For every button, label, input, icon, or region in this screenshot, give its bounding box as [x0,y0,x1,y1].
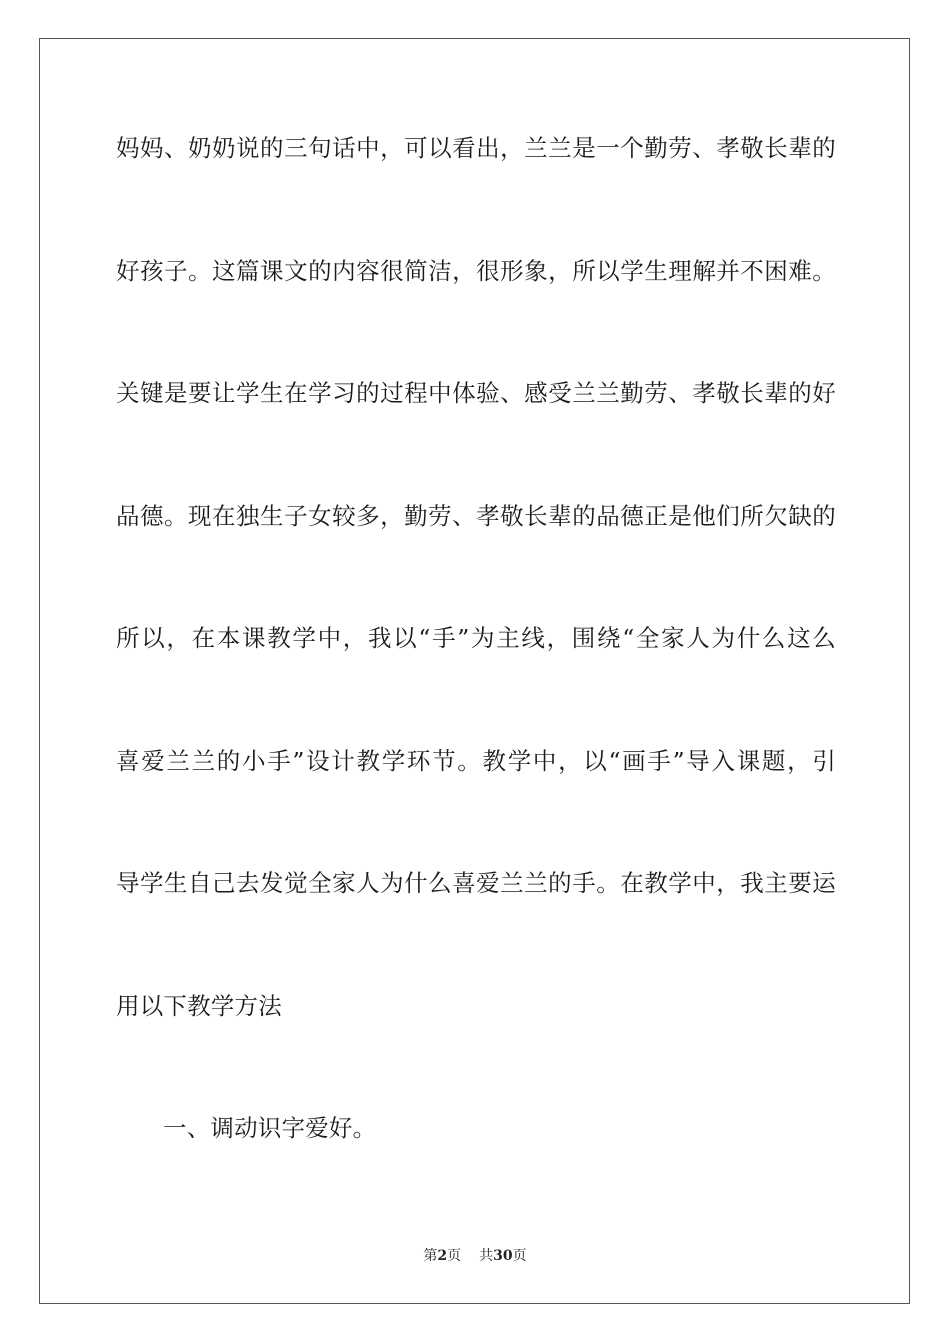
text-line-7: 导学生自己去发觉全家人为什么喜爱兰兰的手。在教学中，我主要运 [116,869,836,897]
page-suffix: 页 [447,1248,462,1264]
document-body [116,124,836,1227]
total-suffix: 页 [512,1248,527,1264]
total-pages: 30 [493,1248,513,1264]
text-line-4: 品德。现在独生子女较多，勤劳、孝敬长辈的品德正是他们所欠缺的 [116,501,836,530]
text-line-1: 妈妈、奶奶说的三句话中，可以看出，兰兰是一个勤劳、孝敬长辈的 [116,134,836,162]
text-line-8: 用以下教学方法 [116,991,282,1020]
page-number: 2 [437,1248,448,1264]
total-prefix: 共 [479,1248,494,1264]
text-line-6: 喜爱兰兰的小手”设计教学环节。教学中，以“画手”导入课题，引 [116,746,836,775]
page-footer [0,1246,950,1266]
page-prefix: 第 [423,1248,438,1264]
text-line-3: 关键是要让学生在学习的过程中体验、感受兰兰勤劳、孝敬长辈的好 [116,379,836,407]
section-heading: 一、调动识字爱好。 [163,1114,377,1142]
text-line-2: 好孩子。这篇课文的内容很简洁，很形象，所以学生理解并不困难。 [116,256,836,285]
text-line-5: 所以，在本课教学中，我以“手”为主线，围绕“全家人为什么这么 [116,624,836,652]
